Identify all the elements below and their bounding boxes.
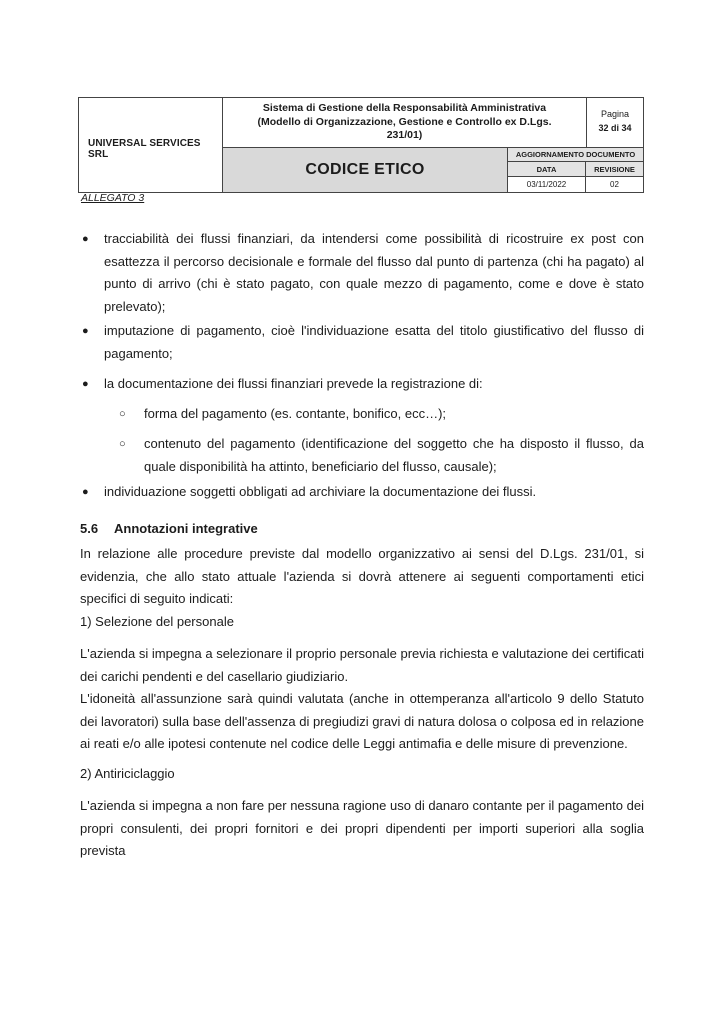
company-cell	[79, 98, 223, 192]
section-number: 5.6	[80, 521, 99, 536]
section-heading	[80, 521, 258, 536]
page-number: 32 di 34	[598, 123, 632, 133]
system-title-line-1: Sistema di Gestione della Responsabilità Amministrativa	[262, 102, 547, 114]
section-intro-paragraph: In relazione alle procedure previste dal modello organizzativo ai sensi del D.Lgs. 231/01, si evidenzia, che allo stato attuale l'azienda si dovrà attenere ai seguenti comportamenti etici specifici di seguito indicati:	[80, 546, 644, 606]
circle-bullet-icon: ○	[119, 438, 126, 450]
page-label: Pagina	[600, 109, 630, 119]
page-number-cell	[587, 98, 643, 148]
subsection-title: 2) Antiriciclaggio	[80, 766, 175, 781]
bullet-item: ● individuazione soggetti obbligati ad archiviare la documentazione dei flussi.	[104, 481, 644, 504]
date-header: DATA	[508, 162, 586, 177]
subsection-title: 1) Selezione del personale	[80, 614, 234, 629]
bullet-item: ● la documentazione dei flussi finanziari prevede la registrazione di:	[104, 373, 644, 396]
system-title-line-3: 231/01)	[386, 129, 423, 141]
revision-header: REVISIONE	[586, 162, 643, 177]
bullet-icon: ●	[82, 233, 89, 245]
sub-list-item: ○ contenuto del pagamento (identificazione del soggetto che ha disposto il flusso, da quale disponibilità ha attinto, beneficiario del flusso, causale);	[144, 433, 644, 478]
paragraph: L'azienda si impegna a selezionare il proprio personale previa richiesta e valutazione dei certificati dei carichi pendenti e del casellario giudiziario.	[80, 646, 644, 684]
bullet-icon: ●	[82, 325, 89, 337]
paragraph: L'azienda si impegna a non fare per nessuna ragione uso di danaro contante per il pagamento dei propri consulenti, dei propri fornitori e dei propri dipendenti per importi superiori alla soglia prevista	[80, 798, 644, 858]
document-header-table	[78, 97, 644, 193]
bullet-icon: ●	[82, 378, 89, 390]
update-header: AGGIORNAMENTO DOCUMENTO	[508, 148, 643, 162]
section-title: Annotazioni integrative	[114, 521, 258, 536]
circle-bullet-icon: ○	[119, 408, 126, 420]
company-name: UNIVERSAL SERVICES SRL	[88, 138, 201, 160]
system-title-line-2: (Modello di Organizzazione, Gestione e Controllo ex D.Lgs.	[257, 115, 552, 128]
system-title-cell	[223, 98, 587, 148]
paragraph: L'idoneità all'assunzione sarà quindi valutata (anche in ottemperanza all'articolo 9 dello Statuto dei lavoratori) sulla base dell'assenza di pregiudizi gravi di natura dolosa o colposa ed in relazione ai reati e/o alle ipotesi contenute nel codice delle Leggi antimafia e delle misure di prevenzione.	[80, 691, 644, 751]
bullet-icon: ●	[82, 486, 89, 498]
bullet-item: ● tracciabilità dei flussi finanziari, da intendersi come possibilità di ricostruire ex post con esattezza il percorso decisionale e formale del flusso dal punto di partenza (chi ha pagato) al punto di arrivo (chi è stato pagato, con quale mezzo di pagamento, come e dove è stato prelevato);	[104, 228, 644, 318]
sub-list-item: ○ forma del pagamento (es. contante, bonifico, ecc…);	[144, 403, 644, 426]
revision-value: 02	[610, 180, 619, 189]
date-value: 03/11/2022	[508, 177, 586, 192]
attachment-label: ALLEGATO 3	[81, 192, 145, 204]
bullet-item: ● imputazione di pagamento, cioè l'individuazione esatta del titolo giustificativo del flusso di pagamento;	[104, 320, 644, 365]
document-title: CODICE ETICO	[223, 148, 508, 192]
